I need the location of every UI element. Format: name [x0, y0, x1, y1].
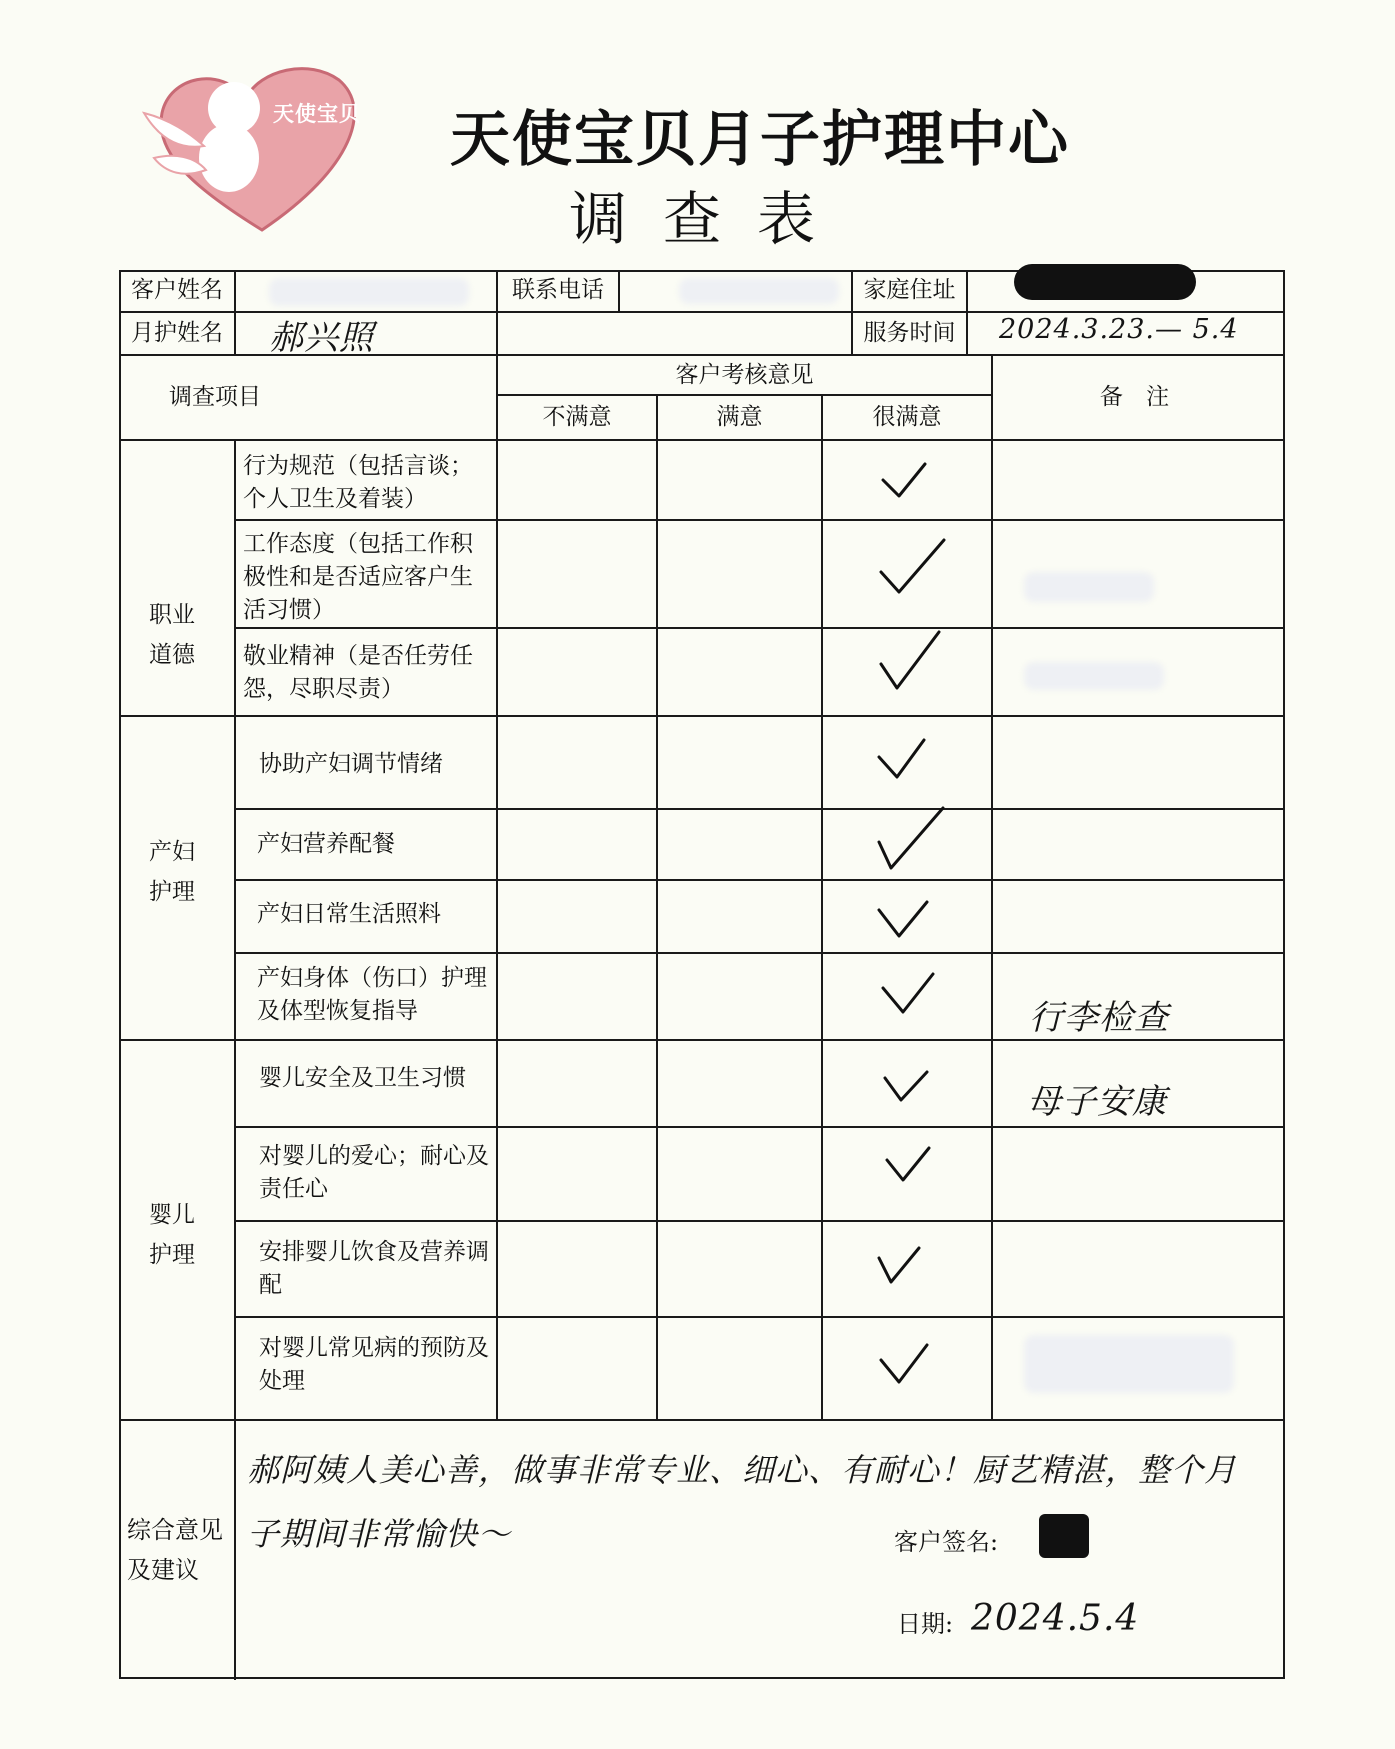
check-icon [879, 740, 924, 777]
col-satisfied: 满意 [716, 404, 763, 430]
signature-label: 客户签名: [894, 1528, 999, 1556]
item-label: 产妇营养配餐 [257, 831, 395, 857]
survey-form [119, 270, 1285, 1680]
remark-blurred [1024, 1335, 1234, 1393]
remark-handwritten: 母子安康 [1027, 1082, 1167, 1122]
service-time-value: 2024.3.23.— 5.4 [999, 314, 1239, 345]
item-label: 敬业精神（是否任劳任怨，尽职尽责） [243, 643, 473, 702]
signature-redacted [1039, 1514, 1089, 1558]
item-header: 调查项目 [169, 384, 261, 410]
item-label: 协助产妇调节情绪 [259, 751, 443, 777]
check-icon [883, 974, 933, 1012]
item-label: 安排婴儿饮食及营养调配 [259, 1239, 489, 1298]
logo-text: 天使宝贝 [273, 102, 361, 126]
category-professional-ethics: 职业道德 [149, 602, 195, 668]
item-label: 婴儿安全及卫生习惯 [259, 1065, 466, 1091]
summary-label: 综合意见及建议 [127, 1516, 223, 1584]
page-subtitle: 调查表 [568, 185, 851, 253]
col-very-satisfied: 很满意 [872, 404, 942, 430]
item-label: 对婴儿常见病的预防及处理 [259, 1335, 489, 1394]
summary-comment: 郝阿姨人美心善，做事非常专业、细心、有耐心！厨艺精湛，整个月子期间非常愉快～ [247, 1451, 1238, 1553]
nurse-name-value: 郝兴照 [269, 318, 374, 358]
category-mother-care: 产妇护理 [149, 839, 195, 905]
check-icon [879, 808, 943, 868]
check-icon [881, 540, 944, 592]
check-icon [887, 1148, 929, 1180]
customer-name-label: 客户姓名 [131, 277, 223, 303]
remark-blurred [1024, 572, 1154, 602]
item-label: 产妇身体（伤口）护理及体型恢复指导 [257, 965, 487, 1024]
page-title: 天使宝贝月子护理中心 [450, 105, 1070, 175]
remark-blurred [1024, 662, 1164, 690]
remark-handwritten: 行李检查 [1029, 998, 1169, 1038]
address-label: 家庭住址 [863, 277, 956, 303]
check-icon [883, 464, 925, 496]
item-label: 行为规范（包括言谈；个人卫生及着装） [243, 453, 473, 512]
remark-header: 备 注 [1099, 384, 1178, 410]
check-icon [879, 1248, 919, 1282]
check-icon [879, 902, 927, 936]
date-label: 日期: [897, 1610, 954, 1638]
assessment-header: 客户考核意见 [675, 362, 814, 388]
nurse-name-label: 月护姓名 [131, 320, 223, 346]
col-unsatisfied: 不满意 [542, 404, 612, 430]
logo-heart-angel [134, 58, 384, 238]
check-icon [881, 632, 939, 688]
item-label: 对婴儿的爱心；耐心及责任心 [259, 1143, 489, 1202]
service-time-label: 服务时间 [863, 320, 956, 346]
item-label: 产妇日常生活照料 [257, 901, 441, 927]
check-icon [885, 1072, 927, 1100]
phone-label: 联系电话 [512, 277, 604, 303]
date-value: 2024.5.4 [971, 1598, 1140, 1639]
item-label: 工作态度（包括工作积极性和是否适应客户生活习惯） [243, 531, 473, 623]
category-baby-care: 婴儿护理 [149, 1202, 195, 1268]
check-icon [881, 1345, 927, 1382]
